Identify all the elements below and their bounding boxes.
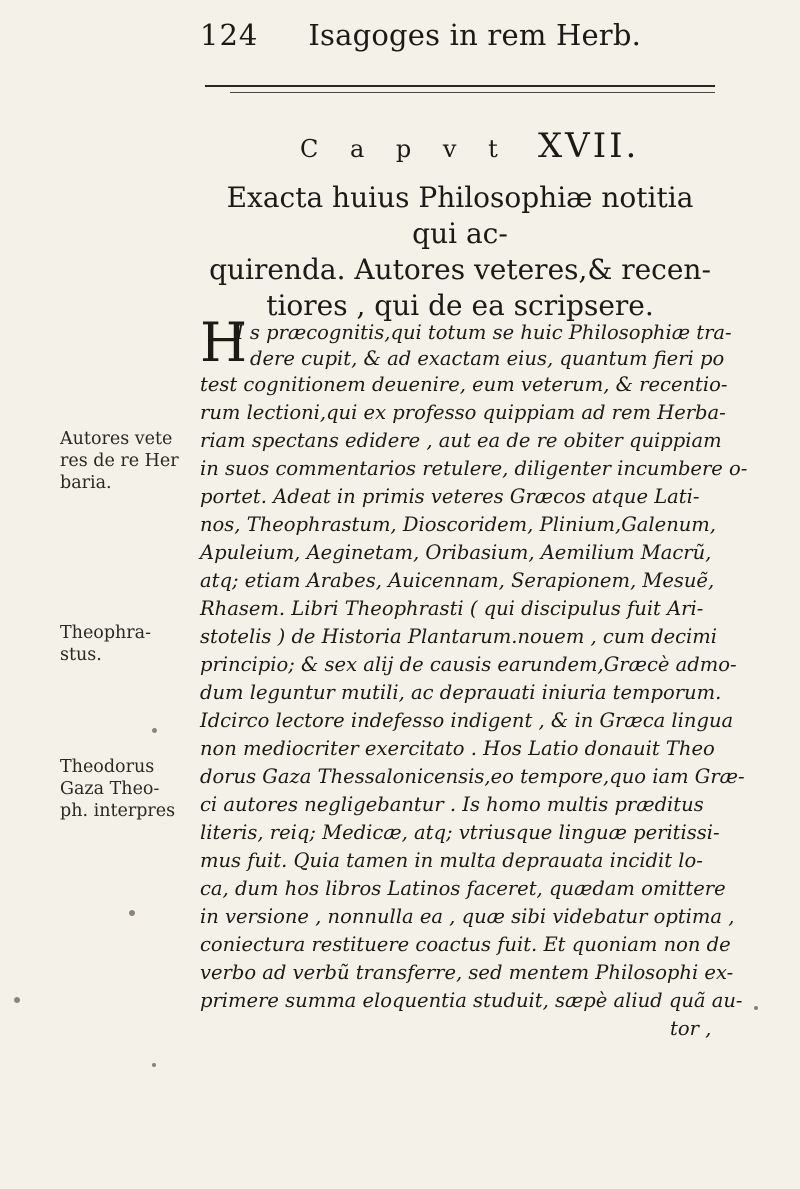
margin-note-theodorus [60,756,195,822]
text-line: mus fuit. Quia tamen in multa deprauata incidit lo- [200,849,703,872]
text-line: test cognitionem deuenire, eum veterum, & recentio- [200,373,728,396]
text-line: principio; & sex alij de causis earundem,Græcè admo- [200,653,737,676]
margin-line: baria. [60,473,112,493]
margin-note-autores [60,428,195,494]
text-line: in suos commentarios retulere, diligenter incumbere o- [200,457,748,480]
text-line: I s præcognitis,qui totum se huic Philosophiæ tra- [236,321,732,344]
chapter-summary [200,180,720,324]
margin-line: Autores vete [60,429,173,449]
text-line: dorus Gaza Thessalonicensis,eo tempore,quo iam Græ- [200,765,745,788]
text-line: tor , [670,1017,712,1040]
text-line: ci autores negligebantur . Is homo multis præditus [200,793,704,816]
margin-line: Gaza Theo- [60,779,160,799]
text-line: rum lectioni,qui ex professo quippiam ad rem Herba- [200,401,726,424]
summary-line: quirenda. Autores veteres,& recen- [209,253,711,286]
page-number: 124 [200,18,259,52]
paper-speck [14,997,20,1003]
paper-speck [754,1006,758,1010]
margin-line: res de re Her [60,451,179,471]
text-line: ca, dum hos libros Latinos faceret, quædam omittere [200,877,726,900]
chapter-number: XVII. [537,126,640,166]
text-line: primere summa eloquentia studuit, sæpè aliud quã au- [200,989,743,1012]
paper-speck [129,910,135,916]
paper-speck [152,728,157,733]
drop-cap: H [200,311,248,374]
margin-note-theophrastus [60,622,195,666]
text-line: riam spectans edidere , aut ea de re obiter quippiam [200,429,722,452]
text-line: portet. Adeat in primis veteres Græcos atque Lati- [200,485,700,508]
chapter-heading [300,126,660,166]
chapter-label: C a p v t [300,135,510,163]
paper-speck [152,1063,156,1067]
text-line: dere cupit, & ad exactam eius, quantum fieri po [250,347,725,370]
text-line: in versione , nonnulla ea , quæ sibi videbatur optima , [200,905,735,928]
header-rule [205,85,715,87]
text-line: stotelis ) de Historia Plantarum.nouem , cum decimi [200,625,718,648]
text-line: coniectura restituere coactus fuit. Et quoniam non de [200,933,731,956]
text-line: Apuleium, Aeginetam, Oribasium, Aemilium Macrũ, [200,541,712,564]
text-line: non mediocriter exercitato . Hos Latio donauit Theo [200,737,715,760]
margin-line: Theodorus [60,757,155,777]
text-line: Idcirco lectore indefesso indigent , & in Græca lingua [200,709,734,732]
header-rule-thin [230,92,715,93]
text-line: verbo ad verbũ transferre, sed mentem Philosophi ex- [200,961,734,984]
text-line: Rhasem. Libri Theophrasti ( qui discipulus fuit Ari- [200,597,704,620]
running-title: Isagoges in rem Herb. [308,18,642,52]
margin-line: ph. interpres [60,801,176,821]
page-header [200,18,660,52]
summary-line: tiores , qui de ea scripsere. [266,289,654,322]
summary-line: Exacta huius Philosophiæ notitia qui ac- [226,181,694,250]
text-line: literis, reiq; Medicæ, atq; vtriusque linguæ peritissi- [200,821,720,844]
margin-line: stus. [60,645,102,665]
margin-line: Theophra- [60,623,152,643]
text-line: atq; etiam Arabes, Auicennam, Serapionem, Mesuẽ, [200,569,715,592]
text-line: dum leguntur mutili, ac deprauati iniuria temporum. [200,681,722,704]
text-line: nos, Theophrastum, Dioscoridem, Plinium,Galenum, [200,513,716,536]
